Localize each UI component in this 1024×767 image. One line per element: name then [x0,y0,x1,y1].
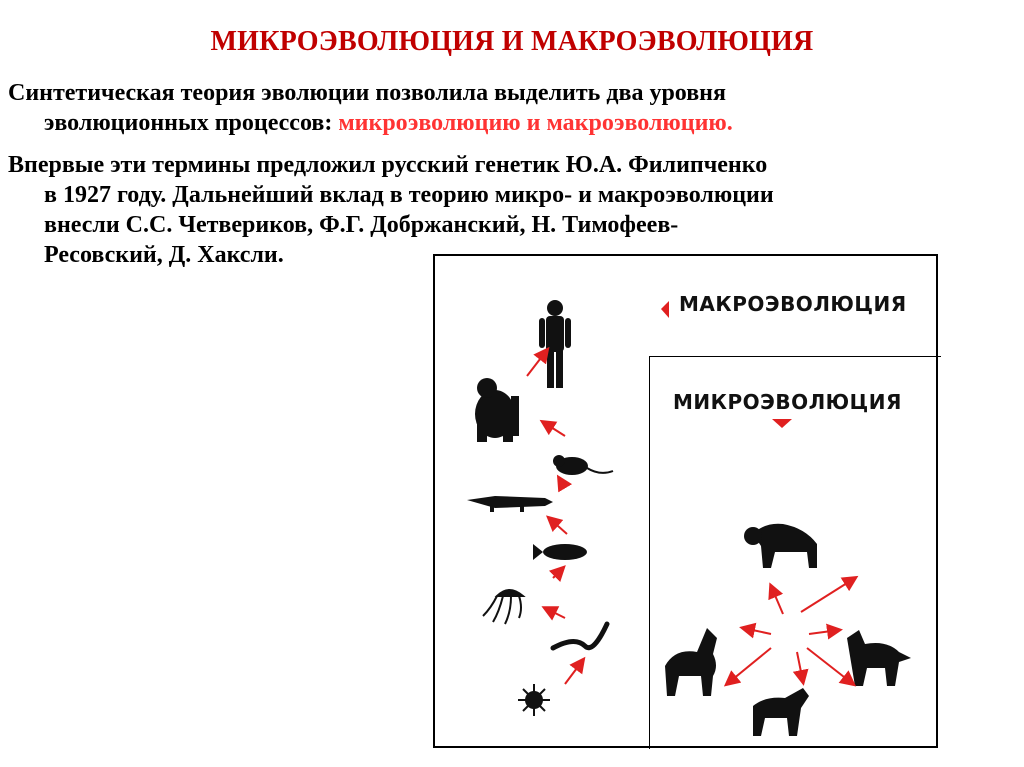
wolf-icon [665,628,717,696]
paragraph1-line1: Синтетическая теория эволюции позволила выделить два уровня [8,80,726,106]
paragraph2-line3: внесли С.С. Четвериков, Ф.Г. Добржанский, Н. Тимофеев- [44,212,679,238]
paragraph-history [8,150,1016,270]
worm-icon [553,624,607,648]
dog-icon [753,688,809,736]
micro-pointer-icon [772,419,792,428]
rat-icon [553,455,613,475]
paragraph1-line2 [8,108,1016,138]
paragraph-synthetic-theory [8,78,1016,138]
paragraph2-line4: Ресовский, Д. Хаксли. [44,242,284,268]
micro-evolution-label: МИКРОЭВОЛЮЦИЯ [673,390,902,414]
paragraph1-highlight: микроэволюцию и макроэволюцию. [338,110,733,136]
gorilla-icon [475,378,519,442]
paragraph1-line2-prefix: эволюционных процессов: [44,110,339,136]
micro-arrows [727,578,855,684]
macro-pointer-icon [661,301,669,318]
fish-icon [533,544,587,560]
jellyfish-icon [483,590,523,624]
slide-title: МИКРОЭВОЛЮЦИЯ И МАКРОЭВОЛЮЦИЯ [210,26,814,57]
human-icon [539,300,571,388]
figure-art [435,256,940,750]
evolution-figure [433,254,938,748]
radiolarian-icon [518,684,550,716]
hyena-icon [744,524,817,568]
macro-arrows [527,350,583,684]
crocodile-icon [467,496,553,512]
paragraph2-line1: Впервые эти термины предложил русский генетик Ю.А. Филипченко [8,152,768,178]
macro-evolution-label: МАКРОЭВОЛЮЦИЯ [679,292,907,316]
paragraph2-line2: в 1927 году. Дальнейший вклад в теорию микро- и макроэволюции [44,182,774,208]
fox-icon [847,630,911,686]
